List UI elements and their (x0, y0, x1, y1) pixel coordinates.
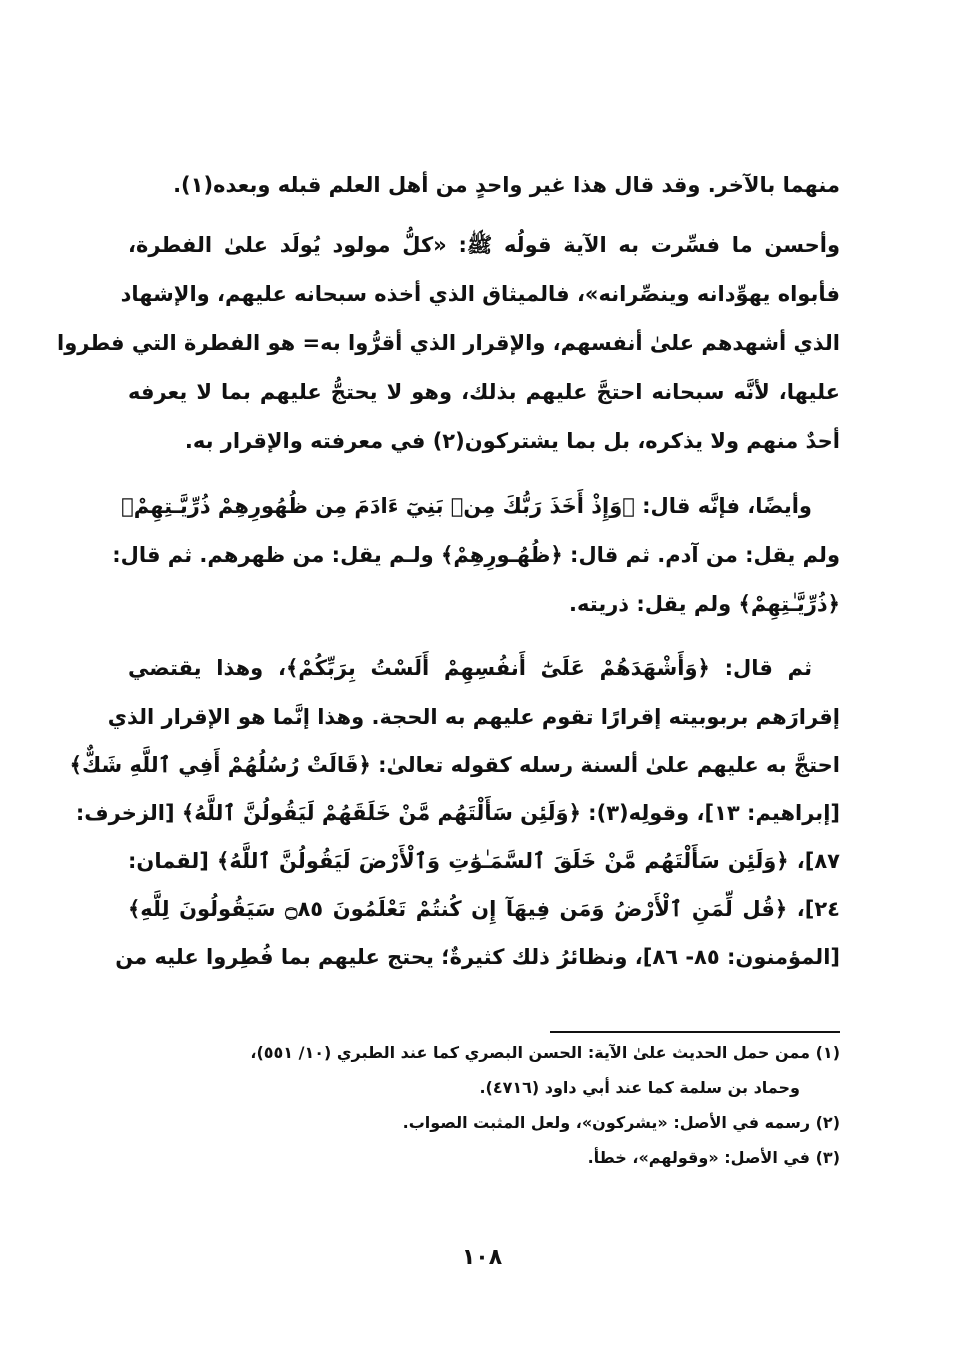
text-line: ٢٤]، ﴿قُل لِّمَنِ ٱلْأَرْضُ وَمَن فِيهَآ إِن كُنتُمْ تَعْلَمُونَ ۝٨٥ سَيَقُولُونَ لِلَّهِ﴾ (128, 897, 840, 921)
page-number: ١٠٨ (461, 1245, 503, 1270)
text-line: [المؤمنون: ٨٥- ٨٦]، ونظائرُ ذلك كثيرةٌ؛ يحتج عليهم بما فُطِروا عليه من (115, 945, 840, 969)
text-line: وأيضًا، فإنَّه قال: ﴿وَإِذْ أَخَذَ رَبُّكَ مِنۢ بَنِيٓ ءَادَمَ مِن ظُهُورِهِمْ ذُرِّيَّـتِهِمْ﴾ (121, 494, 812, 518)
footnote-1: (١) ممن حمل الحديث علىٰ الآية: الحسن البصري كما عند الطبري (١٠/ ٥٥١)، (250, 1043, 840, 1062)
footnote-3: (٣) في الأصل: «وقولهم»، خطأ. (587, 1148, 840, 1167)
text-line: منهما بالآخر. وقد قال هذا غير واحدٍ من أهل العلم قبله وبعده(١). (173, 173, 840, 197)
text-line: فأبواه يهوِّدانه وينصِّرانه»، فالميثاق الذي أخذه سبحانه عليهم، والإشهاد (120, 282, 840, 306)
text-line: عليها، لأنَّه سبحانه احتجَّ عليهم بذلك، وهو لا يحتجُّ عليهم بما لا يعرفه (128, 380, 840, 404)
text-line: أحدٌ منهم ولا يذكره، بل بما يشتركون(٢) في معرفته والإقرار به. (184, 429, 840, 453)
text-line: احتجَّ به عليهم علىٰ ألسنة رسله كقوله تعالىٰ: ﴿قَالَتْ رُسُلُهُمْ أَفِي ٱللَّهِ شَكٌّ﴾ (69, 753, 840, 777)
footnote-1-continued: وحماد بن سلمة كما عند أبي داود (٤٧١٦). (479, 1078, 800, 1097)
footnote-divider (550, 1031, 840, 1033)
text-line: وأحسن ما فسِّرت به الآية قولُه ﷺ: «كلُّ مولود يُولَد علىٰ الفطرة، (128, 233, 840, 257)
text-line: الذي أشهدهم علىٰ أنفسهم، والإقرار الذي أقرُّوا به= هو الفطرة التي فطروا (57, 331, 840, 355)
text-line: ٨٧]، ﴿وَلَئِن سَأَلْتَهُم مَّنْ خَلَقَ ٱلسَّمَـٰوَٰتِ وَٱلْأَرْضَ لَيَقُولُنَّ ٱللَّهُ﴾ [لقمان: (128, 849, 840, 873)
footnote-2: (٢) رسمه في الأصل: «يشركون»، ولعل المثبت الصواب. (402, 1113, 840, 1132)
text-line: ﴿ذُرِّيَّـٰتِهِمْ﴾ ولم يقل: ذريته. (569, 592, 840, 616)
text-line: ولم يقل: من آدم. ثم قال: ﴿ظُهُـورِهِمْ﴾ ولـم يقل: من ظهرهم. ثم قال: (112, 543, 840, 567)
text-line: إقرارَهم بربوبيته إقرارًا تقوم عليهم به الحجة. وهذا إنَّما هو الإقرار الذي (107, 705, 840, 729)
text-line: [إبراهيم: ١٣]، وقولِه(٣): ﴿وَلَئِن سَأَلْتَهُم مَّنْ خَلَقَهُمْ لَيَقُولُنَّ ٱللَّهُ﴾ [الزخرف: (75, 801, 840, 825)
text-line: ثم قال: ﴿وَأَشْهَدَهُمْ عَلَىٰٓ أَنفُسِهِمْ أَلَسْتُ بِرَبِّكُمْ﴾، وهذا يقتضي (128, 656, 812, 680)
